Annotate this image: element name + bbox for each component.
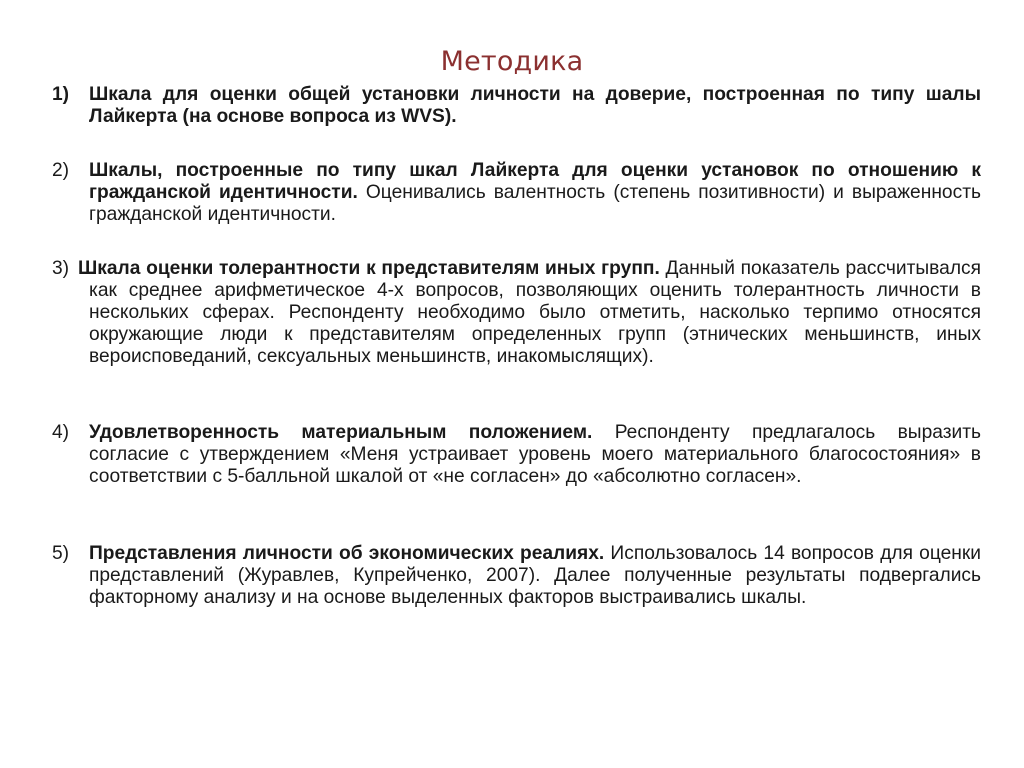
item-bold-text: Шкала для оценки общей установки личности на доверие, построенная по типу шалы Лайкерта (на основе вопроса из WVS).	[89, 84, 981, 127]
item-bold-text: Шкала оценки толерантности к представителям иных групп.	[78, 258, 660, 279]
item-bold-text: Представления личности об экономических реалиях.	[89, 543, 605, 564]
list-item-2	[52, 160, 981, 226]
list-item-5	[52, 543, 981, 609]
item-number: 5)	[52, 543, 70, 564]
list-item-4	[52, 422, 981, 488]
item-text	[52, 160, 981, 226]
item-rest-text: Использовалось 14 вопросов для оценки представлений (Журавлев, Купрейченко, 2007). Далее полученные результаты подвергались факторному анализу и на основе выделенных факторов выстраивались шкалы.	[89, 543, 981, 608]
item-rest-text: Данный показатель рассчитывался как среднее арифметическое 4-х вопросов, позволяющих оценить толерантность личности в нескольких сферах. Респонденту необходимо было отметить, насколько терпимо относятся окружающие люди к представителям определенных групп (этнических меньшинств, иных вероисповеданий, сексуальных меньшинств, инакомыслящих).	[89, 258, 981, 367]
item-number: 4)	[52, 422, 70, 443]
item-rest-text: Оценивались валентность (степень позитивности) и выраженность гражданской идентичности.	[89, 182, 981, 225]
item-number: 3)	[52, 258, 70, 279]
list-item-1	[52, 84, 981, 128]
item-rest-text: Респонденту предлагалось выразить согласие с утверждением «Меня устраивает уровень моего материального благосостояния» в соответствии с 5-балльной шкалой от «не согласен» до «абсолютно согласен».	[89, 422, 981, 487]
item-text	[52, 422, 981, 488]
item-number: 2)	[52, 160, 70, 181]
list-item-3	[52, 258, 981, 368]
item-text	[52, 543, 981, 609]
item-number: 1)	[52, 84, 70, 105]
item-text	[52, 84, 981, 128]
item-bold-text: Удовлетворенность материальным положением.	[89, 422, 593, 443]
item-bold-text: Шкалы, построенные по типу шкал Лайкерта для оценки установок по отношению к гражданской идентичности.	[89, 160, 981, 203]
slide-title: Методика	[440, 46, 584, 77]
item-text	[52, 258, 981, 368]
